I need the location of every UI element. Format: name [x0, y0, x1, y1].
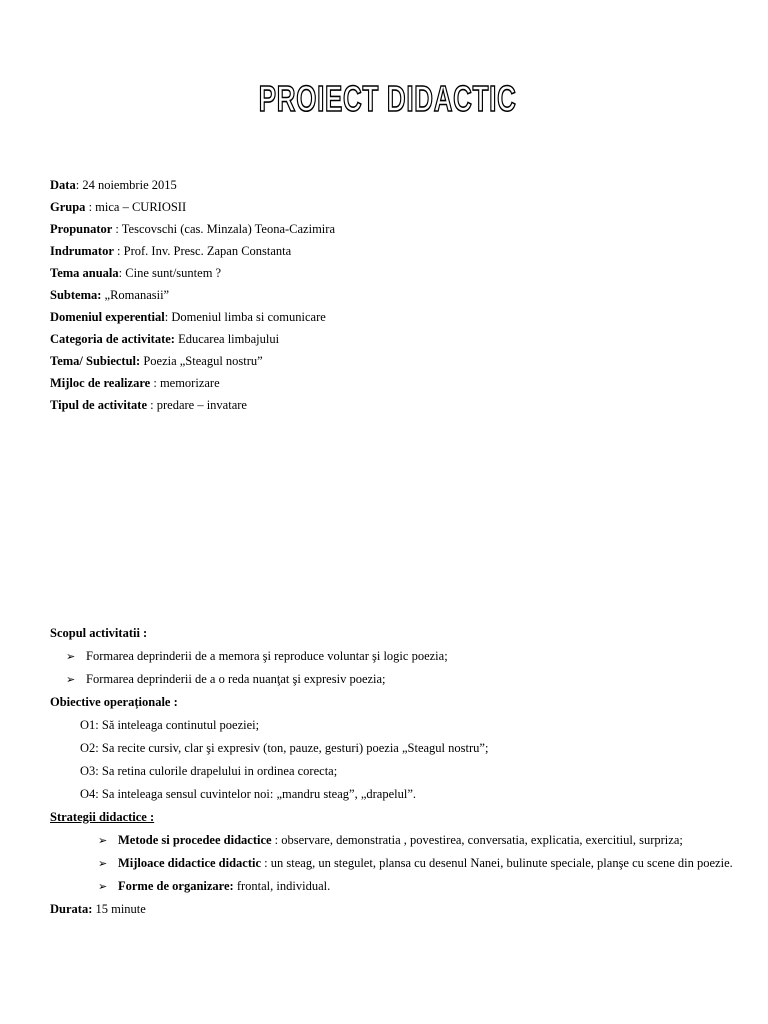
info-value: Cine sunt/suntem ?: [125, 266, 222, 280]
info-label: Domeniul experential: [50, 310, 165, 324]
project-info: [50, 174, 740, 416]
objective-item: O4: Sa inteleaga sensul cuvintelor noi: „mandru steag”, „drapelul”.: [80, 787, 416, 801]
objective-item: O3: Sa retina culorile drapelului in ordinea corecta;: [80, 764, 338, 778]
info-proposer: Propunator : Tescovschi (cas. Minzala) Teona-Cazimira: [50, 222, 335, 236]
info-subtheme: [50, 284, 740, 306]
scope-section: [50, 622, 760, 921]
info-label: Data: [50, 178, 76, 192]
strategy-item: ➢ Mijloace didactice didactic : un steag, un stegulet, plansa cu desenul Nanei, bulinute speciale, planşe cu scene din poezie.: [50, 852, 760, 875]
info-value: 24 noiembrie 2015: [82, 178, 177, 192]
info-annual-theme: Tema anuala: Cine sunt/suntem ?: [50, 266, 222, 280]
arrow-bullet-icon: ➢: [66, 650, 76, 663]
info-value: memorizare: [159, 376, 220, 390]
scope-heading: Scopul activitatii :: [50, 626, 148, 640]
info-value: Prof. Inv. Presc. Zapan Constanta: [123, 244, 292, 258]
objective-item: O1: Să inteleaga continutul poeziei;: [80, 718, 260, 732]
info-activity-type: Tipul de activitate : predare – invatare: [50, 398, 247, 412]
info-label: Categoria de activitate:: [50, 332, 175, 346]
strategies-heading: Strategii didactice :: [50, 810, 155, 824]
objective-item: O2: Sa recite cursiv, clar şi expresiv (ton, pauze, gesturi) poezia „Steagul nostru”;: [80, 741, 489, 755]
strategy-item: ➢ Forme de organizare: frontal, individual.: [50, 875, 760, 898]
arrow-bullet-icon: ➢: [98, 880, 108, 893]
info-date: Data: 24 noiembrie 2015: [50, 178, 177, 192]
info-coordinator: Indrumator : Prof. Inv. Presc. Zapan Constanta: [50, 244, 292, 258]
info-value: Educarea limbajului: [178, 332, 280, 346]
info-label: Subtema:: [50, 288, 102, 302]
info-value: Domeniul limba si comunicare: [171, 310, 326, 324]
arrow-bullet-icon: ➢: [98, 834, 108, 847]
info-label: Tema anuala: [50, 266, 119, 280]
info-value: mica – CURIOSII: [95, 200, 187, 214]
info-label: Propunator: [50, 222, 113, 236]
info-label: Grupa: [50, 200, 86, 214]
arrow-bullet-icon: ➢: [98, 857, 108, 870]
info-label: Indrumator: [50, 244, 114, 258]
info-value: Poezia „Steagul nostru”: [143, 354, 263, 368]
strategy-item: ➢ Metode si procedee didactice : observare, demonstratia , povestirea, conversatia, explicatia, exercitiul, surpriza;: [50, 829, 760, 852]
objectives-heading: Obiective operaționale :: [50, 695, 178, 709]
list-item: ➢ Formarea deprinderii de a memora şi reproduce voluntar şi logic poezia;: [50, 645, 760, 668]
info-value: „Romanasii”: [104, 288, 170, 302]
info-label: Tema/ Subiectul:: [50, 354, 141, 368]
duration: Durata: 15 minute: [50, 902, 146, 916]
info-subject: [50, 350, 740, 372]
info-value: Tescovschi (cas. Minzala) Teona-Cazimira: [121, 222, 335, 236]
arrow-bullet-icon: ➢: [66, 673, 76, 686]
list-item: ➢ Formarea deprinderii de a o reda nuanţat şi expresiv poezia;: [50, 668, 760, 691]
info-means: Mijloc de realizare : memorizare: [50, 376, 220, 390]
info-category: [50, 328, 740, 350]
info-value: predare – invatare: [156, 398, 247, 412]
info-label: Tipul de activitate: [50, 398, 147, 412]
document-title: PROIECT DIDACTIC: [258, 78, 517, 119]
info-label: Mijloc de realizare: [50, 376, 151, 390]
info-group: Grupa : mica – CURIOSII: [50, 200, 187, 214]
info-domain: Domeniul experential: Domeniul limba si comunicare: [50, 310, 326, 324]
